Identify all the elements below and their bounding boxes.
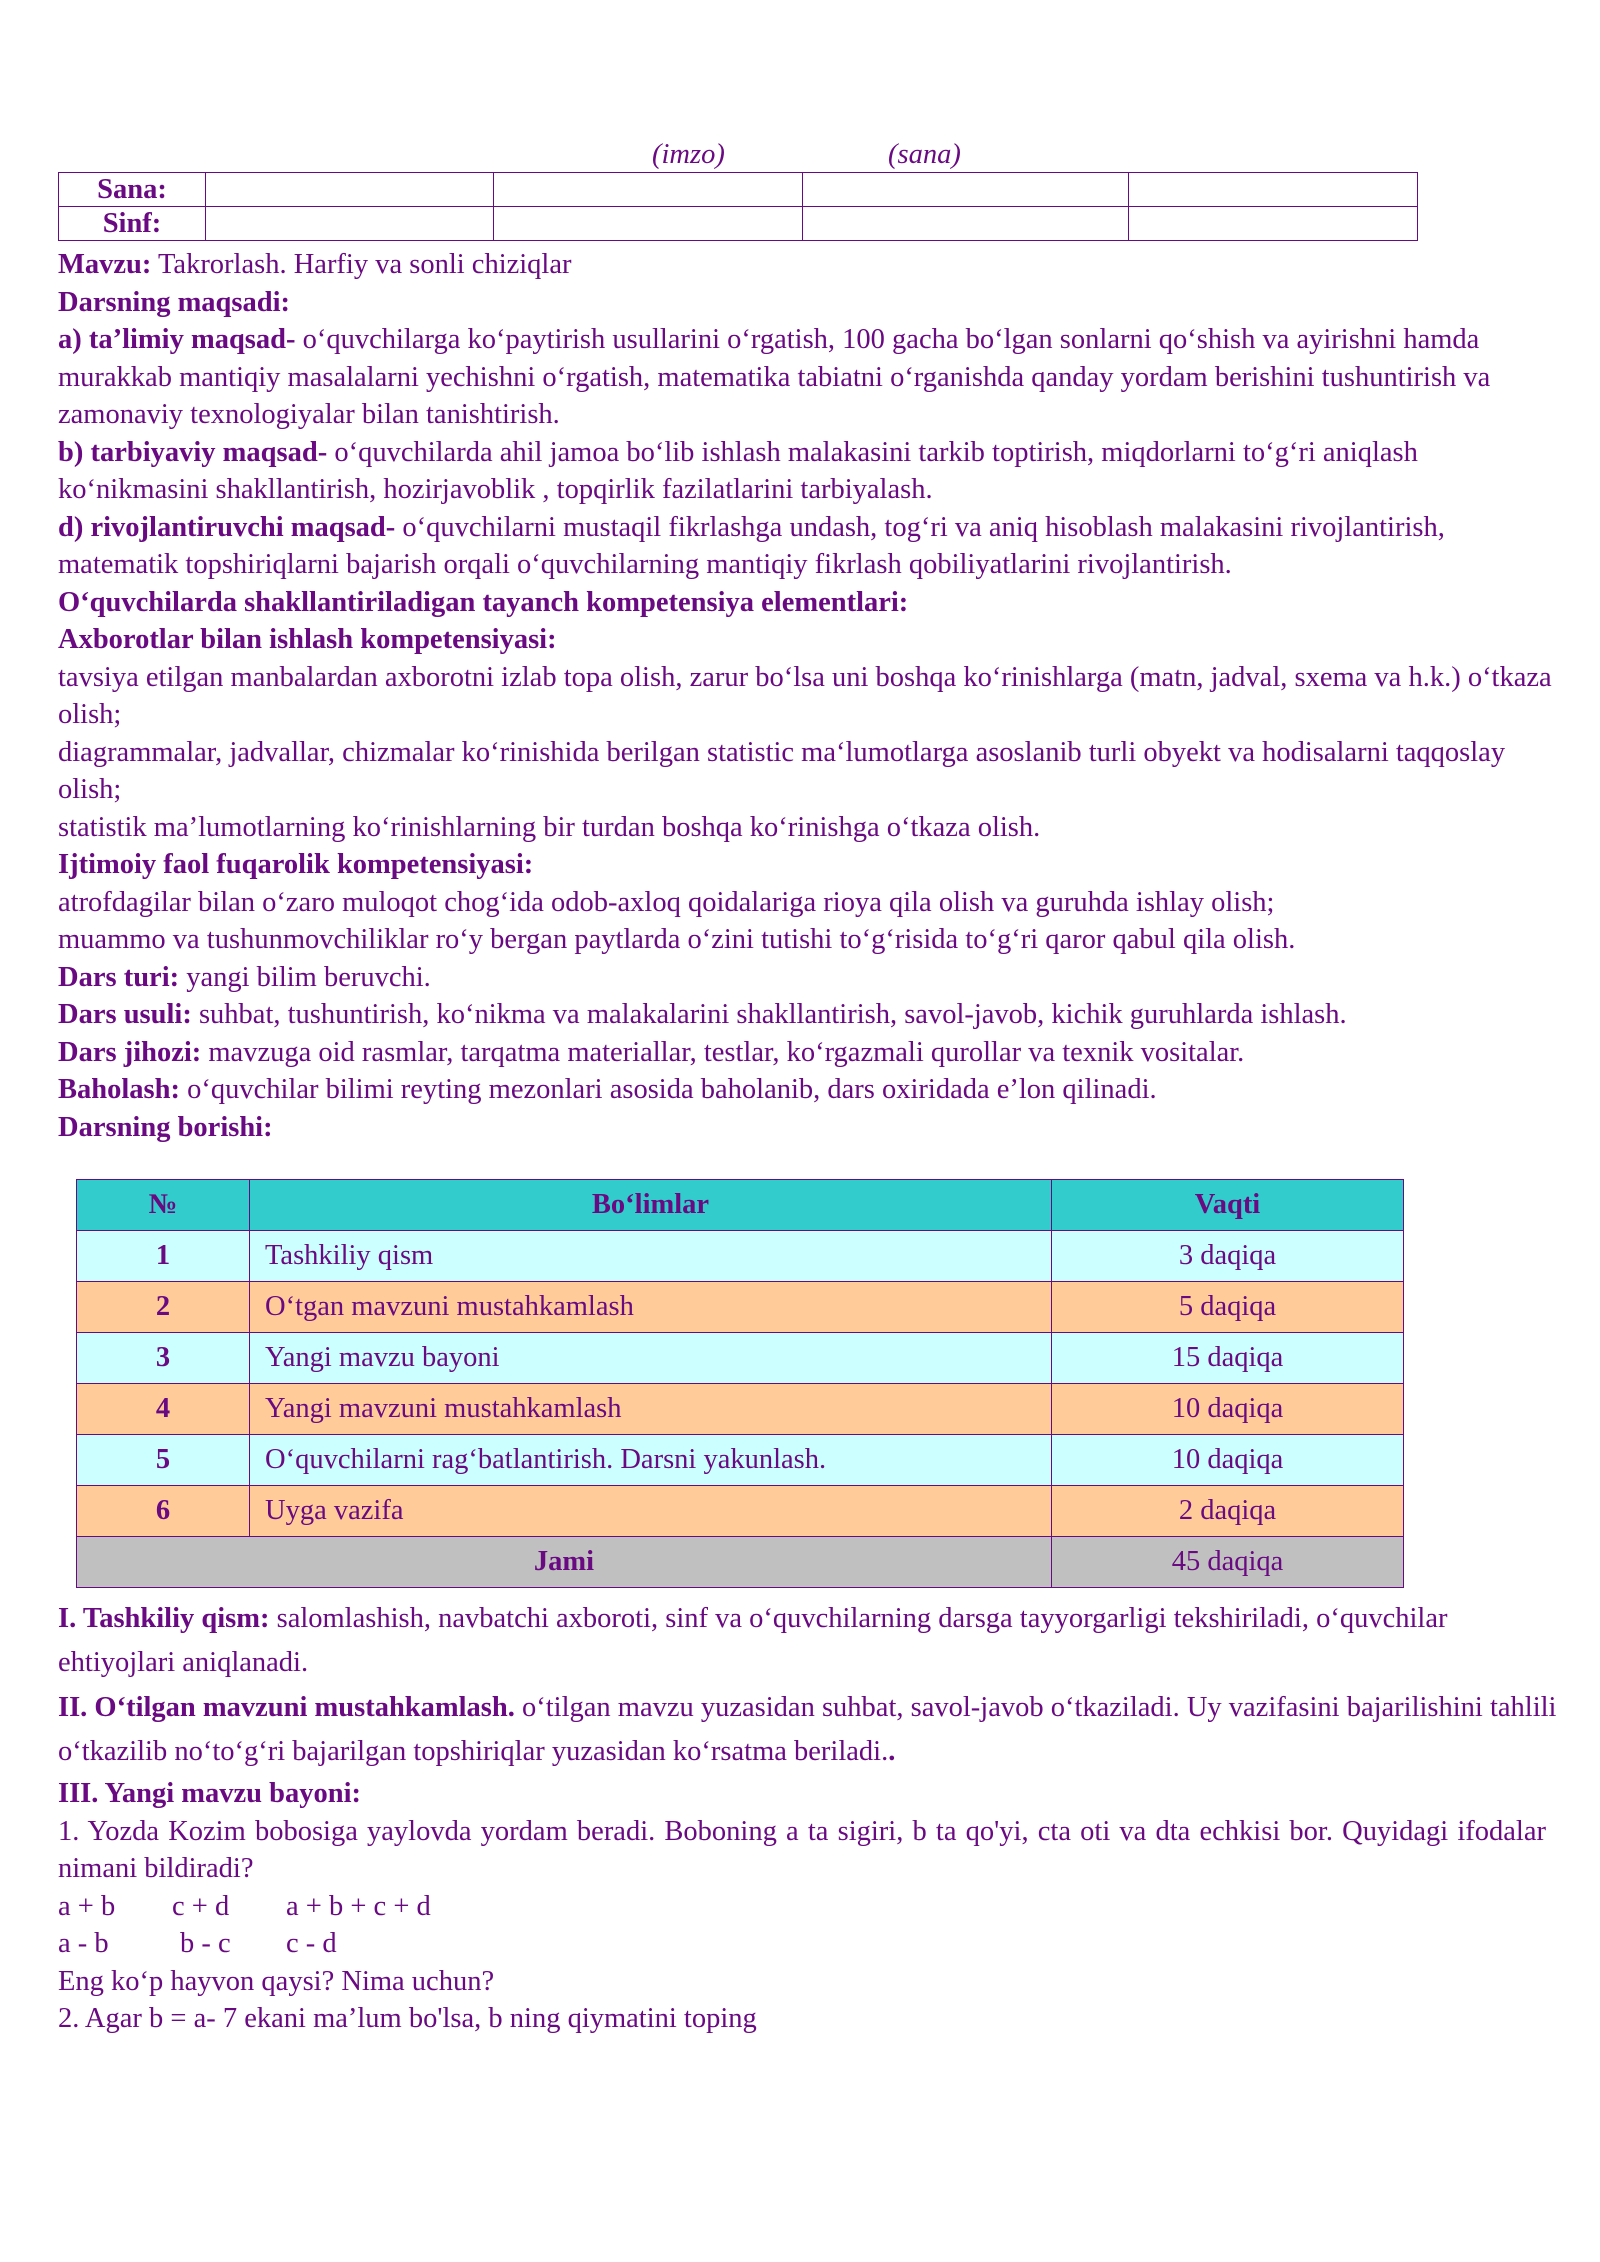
axborot-item: statistik ma’lumotlarning ko‘rinishlarning bir turdan boshqa ko‘rinishga o‘tkaza olish.: [58, 811, 1041, 843]
section-2-text: [58, 1686, 1558, 1774]
imzo-label: (imzo): [652, 139, 725, 170]
baholash-label: Baholash:: [58, 1074, 180, 1105]
section-3: [58, 1775, 1558, 2038]
expressions-row-2: [58, 1925, 1558, 1963]
total-label: Jami: [77, 1537, 1052, 1588]
axborot-item: diagrammalar, jadvallar, chizmalar ko‘rinishida berilgan statistic ma‘lumotlarga asoslanib turli obyekt va hodisalarni taqqoslay olish;: [58, 736, 1506, 805]
header-number: №: [77, 1180, 250, 1231]
empty-cell: [803, 207, 1129, 241]
section-3-heading: III. Yangi mavzu bayoni:: [58, 1778, 362, 1809]
maqsad-b-label: b) tarbiyaviy maqsad-: [58, 436, 328, 468]
empty-cell: [1129, 207, 1418, 241]
mavzu-text: Takrorlash. Harfiy va sonli chiziqlar: [151, 249, 572, 280]
maqsad-d: [58, 509, 1558, 584]
expression: a + b: [58, 1890, 116, 1922]
row-number: 2: [77, 1282, 250, 1333]
axborot-item: tavsiya etilgan manbalardan axborotni izlab topa olish, zarur bo‘lsa uni boshqa ko‘rinishlarga (matn, jadval, sxema va h.k.) o‘tkaza olish;: [58, 661, 1552, 730]
row-number: 1: [77, 1231, 250, 1282]
section-2-label: II. O‘tilgan mavzuni mustahkamlash.: [58, 1692, 515, 1723]
borishi-heading: Darsning borishi:: [58, 1111, 273, 1143]
kompetensiya-heading: O‘quvchilarda shakllantiriladigan tayanch kompetensiya elementlari:: [58, 586, 909, 618]
row-time: 15 daqiqa: [1052, 1333, 1404, 1384]
dars-jihozi-line: [58, 1034, 1558, 1072]
empty-cell: [494, 207, 803, 241]
expression: c + d: [172, 1890, 230, 1922]
row-section: Yangi mavzuni mustahkamlash: [250, 1384, 1052, 1435]
maqsad-heading: Darsning maqsadi:: [58, 286, 291, 318]
row-number: 6: [77, 1486, 250, 1537]
row-section: Uyga vazifa: [250, 1486, 1052, 1537]
expression: b - c: [180, 1928, 231, 1959]
maqsad-a: [58, 321, 1558, 434]
expression: a - b: [58, 1928, 109, 1959]
dars-turi-label: Dars turi:: [58, 961, 180, 993]
table-row: [77, 1384, 1404, 1435]
table-header-row: [77, 1180, 1404, 1231]
maqsad-d-text: o‘quvchilarni mustaqil fikrlashga undash, tog‘ri va aniq hisoblash malakasini rivojlantirish, matematik topshiriqlarni bajarish orqali o‘quvchilarning mantiqiy fikrlash qobiliyatlarini rivojlantirish.: [58, 511, 1445, 580]
maqsad-a-text: o‘quvchilarga ko‘paytirish usullarini o‘rgatish, 100 gacha bo‘lgan sonlarni qo‘shish va ayirishni hamda murakkab mantiqiy masalalarni yechishni o‘rgatish, matematika tabiatni o‘rganishda qanday yordam berishini tushuntirish va zamonaviy texnologiyalar bilan tanishtirish.: [58, 324, 1491, 430]
ijtimoiy-heading: Ijtimoiy faol fuqarolik kompetensiyasi:: [58, 849, 534, 880]
empty-cell: [803, 173, 1129, 207]
empty-cell: [206, 207, 494, 241]
row-time: 10 daqiqa: [1052, 1435, 1404, 1486]
table-total-row: [77, 1537, 1404, 1588]
expression: c - d: [286, 1928, 337, 1959]
total-time: 45 daqiqa: [1052, 1537, 1404, 1588]
axborot-heading: Axborotlar bilan ishlash kompetensiyasi:: [58, 624, 557, 655]
section-1-body: salomlashish, navbatchi axboroti, sinf va o‘quvchilarning darsga tayyorgarligi tekshiriladi, o‘quvchilar ehtiyojlari aniqlanadi.: [58, 1603, 1448, 1678]
header-sections: Bo‘limlar: [250, 1180, 1052, 1231]
maqsad-b-text: o‘quvchilarda ahil jamoa bo‘lib ishlash malakasini tarkib toptirish, miqdorlarni to‘g‘ri aniqlash ko‘nikmasini shakllantirish, hozirjavoblik , topqirlik fazilatlarini tarbiyalash.: [58, 436, 1418, 505]
empty-cell: [1129, 173, 1418, 207]
section-2: [58, 1686, 1558, 1774]
lesson-plan-body: [58, 246, 1558, 1146]
row-section: Tashkiliy qism: [250, 1231, 1052, 1282]
row-section: O‘tgan mavzuni mustahkamlash: [250, 1282, 1052, 1333]
section-1-label: I. Tashkiliy qism:: [58, 1603, 270, 1634]
table-row: [59, 173, 1418, 207]
header-time: Vaqti: [1052, 1180, 1404, 1231]
section-1-text: [58, 1597, 1558, 1685]
section-2-body: o‘tilgan mavzu yuzasidan suhbat, savol-javob o‘tkaziladi. Uy vazifasini bajarilishini tahlili o‘tkazilib no‘to‘g‘ri bajarilgan topshiriqlar yuzasidan ko‘rsatma beriladi.: [58, 1692, 1557, 1767]
ijtimoiy-item: atrofdagilar bilan o‘zaro muloqot chog‘ida odob-axloq qoidalariga rioya qila olish va guruhda ishlay olish;: [58, 886, 1275, 918]
task-2: 2. Agar b = a- 7 ekani ma’lum bo'lsa, b ning qiymatini toping: [58, 2003, 757, 2034]
dars-jihozi-label: Dars jihozi:: [58, 1036, 202, 1068]
row-time: 3 daqiqa: [1052, 1231, 1404, 1282]
dars-jihozi-text: mavzuga oid rasmlar, tarqatma materiallar, testlar, ko‘rgazmali qurollar va texnik vositalar.: [201, 1036, 1245, 1068]
row-section: O‘quvchilarni rag‘batlantirish. Darsni yakunlash.: [250, 1435, 1052, 1486]
baholash-text: o‘quvchilar bilimi reyting mezonlari asosida baholanib, dars oxiridada e’lon qilinadi.: [179, 1074, 1157, 1105]
table-row: [77, 1486, 1404, 1537]
row-section: Yangi mavzu bayoni: [250, 1333, 1052, 1384]
empty-cell: [494, 173, 803, 207]
table-row: [77, 1282, 1404, 1333]
baholash-line: [58, 1071, 1558, 1109]
sana-cell: Sana:: [59, 173, 206, 207]
maqsad-b: [58, 434, 1558, 509]
section-2-tail: .: [888, 1736, 896, 1767]
mavzu-label: Mavzu:: [58, 249, 152, 280]
row-time: 10 daqiqa: [1052, 1384, 1404, 1435]
dars-usuli-text: suhbat, tushuntirish, ko‘nikma va malakalarini shakllantirish, savol-javob, kichik guruhlarda ishlash.: [191, 999, 1347, 1030]
dars-turi-line: [58, 959, 1558, 997]
table-row: [77, 1435, 1404, 1486]
dars-usuli-label: Dars usuli:: [58, 999, 192, 1030]
task-1: 1. Yozda Kozim bobosiga yaylovda yordam beradi. Boboning a ta sigiri, b ta qo'yi, cta oti va dta echkisi bor. Quyidagi ifodalar nimani bildiradi?: [58, 1815, 1546, 1884]
dars-usuli-line: [58, 996, 1558, 1034]
table-row: [59, 207, 1418, 241]
question-line: Eng ko‘p hayvon qaysi? Nima uchun?: [58, 1965, 495, 1997]
empty-cell: [206, 173, 494, 207]
lesson-structure-table: [76, 1179, 1404, 1588]
section-1: [58, 1597, 1558, 1685]
row-number: 3: [77, 1333, 250, 1384]
expression: a + b + c + d: [286, 1890, 431, 1922]
maqsad-d-label: d) rivojlantiruvchi maqsad-: [58, 511, 396, 543]
sana-sign-label: (sana): [888, 139, 961, 170]
ijtimoiy-item: muammo va tushunmovchiliklar ro‘y bergan paytlarda o‘zini tutishi to‘g‘risida to‘g‘ri qaror qabul qila olish.: [58, 924, 1296, 955]
row-time: 2 daqiqa: [1052, 1486, 1404, 1537]
table-row: [77, 1333, 1404, 1384]
expressions-row-1: [58, 1888, 1558, 1926]
row-time: 5 daqiqa: [1052, 1282, 1404, 1333]
date-class-table: [58, 172, 1418, 241]
mavzu-line: [58, 246, 1558, 284]
table-row: [77, 1231, 1404, 1282]
maqsad-a-label: a) ta’limiy maqsad-: [58, 324, 296, 355]
row-number: 4: [77, 1384, 250, 1435]
row-number: 5: [77, 1435, 250, 1486]
sinf-cell: Sinf:: [59, 207, 206, 241]
dars-turi-text: yangi bilim beruvchi.: [179, 961, 431, 993]
